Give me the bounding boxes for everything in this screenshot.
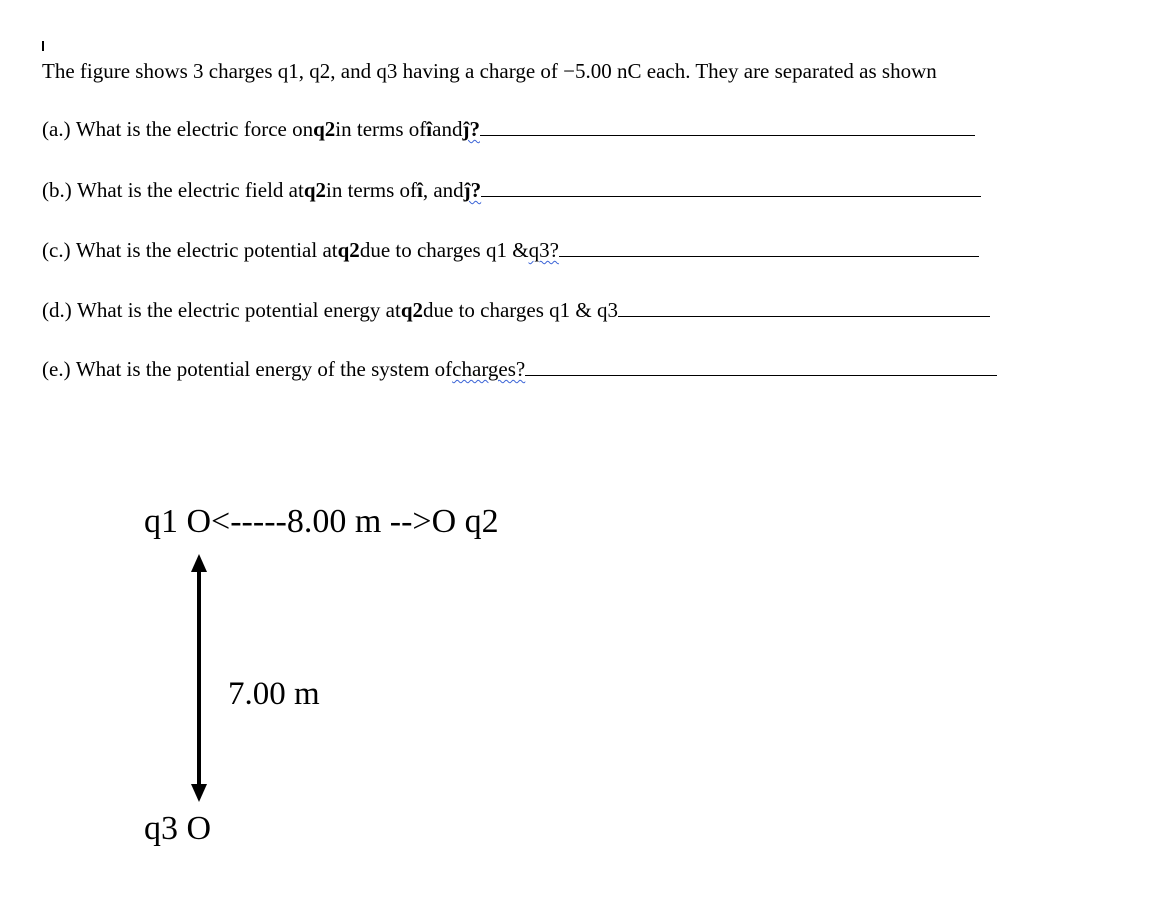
question-text-mid: due to charges q1 & q3 <box>423 298 618 322</box>
unit-vector-j: ĵ? <box>463 178 482 202</box>
bold-term: q2 <box>313 117 336 141</box>
spellcheck-word: charges? <box>452 357 526 381</box>
spellcheck-word: q3? <box>528 238 559 262</box>
unit-vector-j: ĵ? <box>462 117 480 141</box>
question-text-mid: in terms of <box>335 117 427 141</box>
bold-term: q2 <box>400 298 423 322</box>
question-text: What is the electric potential energy at <box>77 298 401 322</box>
arrow-head-down <box>191 784 207 802</box>
arrow-head-up <box>191 554 207 572</box>
question-label: (b.) <box>42 178 72 202</box>
vertical-double-arrow-icon <box>184 554 214 804</box>
question-label: (c.) <box>42 238 71 262</box>
question-text: What is the electric force on <box>75 117 314 141</box>
distance-label-7m: 7.00 m <box>228 676 320 712</box>
question-text-mid2: and <box>432 117 463 141</box>
question-text-mid: in terms of <box>326 178 417 202</box>
question-text-mid: due to charges q1 & <box>359 238 529 262</box>
text-cursor <box>42 41 44 51</box>
question-a <box>42 117 975 142</box>
question-text: What is the potential energy of the system of <box>75 357 453 381</box>
unit-vector-i: î <box>426 117 433 141</box>
answer-blank[interactable] <box>480 117 975 136</box>
answer-blank[interactable] <box>618 298 990 317</box>
question-d <box>42 298 990 323</box>
question-c <box>42 238 979 263</box>
answer-blank[interactable] <box>481 178 981 197</box>
question-label: (d.) <box>42 298 72 322</box>
question-label: (e.) <box>42 357 71 381</box>
bold-term: q2 <box>303 178 326 202</box>
answer-blank[interactable] <box>559 238 979 257</box>
question-e <box>42 357 997 382</box>
question-text: What is the electric potential at <box>75 238 338 262</box>
figure-q3-label: q3 O <box>144 810 212 847</box>
unit-vector-i: î <box>416 178 423 202</box>
question-b <box>42 178 981 203</box>
bold-term: q2 <box>337 238 360 262</box>
question-label: (a.) <box>42 117 71 141</box>
answer-blank[interactable] <box>525 357 997 376</box>
question-text-mid2: , and <box>422 178 464 202</box>
figure-q1-q2-line: q1 O<-----8.00 m -->O q2 <box>144 503 499 540</box>
problem-intro: The figure shows 3 charges q1, q2, and q3 having a charge of −5.00 nC each. They are separated as shown <box>42 59 937 83</box>
question-text: What is the electric field at <box>77 178 304 202</box>
